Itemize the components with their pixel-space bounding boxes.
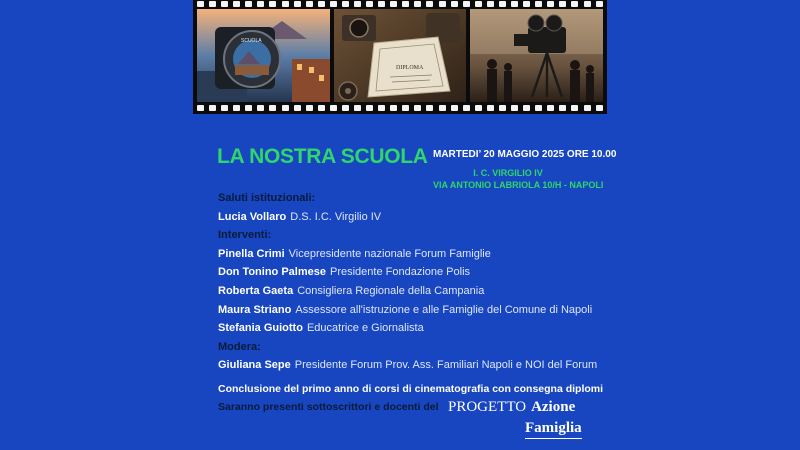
film-perforation xyxy=(402,1,409,7)
film-perforation xyxy=(306,105,313,111)
speaker-role: Vicepresidente nazionale Forum Famiglie xyxy=(288,247,491,260)
film-perforation xyxy=(439,1,446,7)
film-perforation xyxy=(282,1,289,7)
speaker-row xyxy=(218,301,597,320)
speaker-name: Lucia Vollaro xyxy=(218,210,287,223)
film-perforation xyxy=(209,1,216,7)
moderator-role: Presidente Forum Prov. Ass. Familiari Napoli e NOI del Forum xyxy=(294,359,598,372)
film-perforation xyxy=(294,105,301,111)
film-perforation xyxy=(221,105,228,111)
film-perforation xyxy=(475,105,482,111)
film-perforation xyxy=(318,105,325,111)
film-perforation xyxy=(330,105,337,111)
film-perforation xyxy=(414,105,421,111)
film-perforation xyxy=(257,105,264,111)
moderator-row xyxy=(218,356,597,375)
film-perforation xyxy=(487,1,494,7)
film-camera-audience-image xyxy=(470,9,603,102)
speaker-name: Pinella Crimi xyxy=(218,247,285,260)
film-perforation xyxy=(354,1,361,7)
film-perforations-top xyxy=(197,0,603,8)
film-perforation xyxy=(475,1,482,7)
film-perforation xyxy=(269,105,276,111)
film-perforation xyxy=(197,105,204,111)
event-program xyxy=(218,189,597,375)
film-perforations-bottom xyxy=(197,104,603,112)
speaker-row xyxy=(218,282,597,301)
film-perforation xyxy=(233,1,240,7)
film-perforation xyxy=(294,1,301,7)
film-perforation xyxy=(426,1,433,7)
film-perforation xyxy=(523,1,530,7)
film-perforation xyxy=(342,1,349,7)
film-perforation xyxy=(414,1,421,7)
film-perforation xyxy=(596,1,603,7)
film-perforation xyxy=(378,105,385,111)
film-perforation xyxy=(596,105,603,111)
film-perforation xyxy=(584,1,591,7)
film-perforation xyxy=(282,105,289,111)
film-perforation xyxy=(390,105,397,111)
film-perforation xyxy=(523,105,530,111)
film-perforation xyxy=(584,105,591,111)
moderator-heading: Modera: xyxy=(218,340,261,353)
film-perforation xyxy=(330,1,337,7)
film-perforation xyxy=(439,105,446,111)
film-perforation xyxy=(463,105,470,111)
film-perforation xyxy=(378,1,385,7)
film-perforation xyxy=(451,1,458,7)
film-perforation xyxy=(366,1,373,7)
film-perforation xyxy=(535,105,542,111)
film-perforation xyxy=(535,1,542,7)
talks-heading: Interventi: xyxy=(218,229,272,242)
speaker-role: Presidente Fondazione Polis xyxy=(329,266,471,279)
film-perforation xyxy=(426,105,433,111)
presence-note: Saranno presenti sottoscrittori e docenti del xyxy=(218,401,439,413)
speaker-row xyxy=(218,208,597,227)
venue-name: I. C. VIRGILIO IV xyxy=(473,168,543,178)
event-venue xyxy=(433,167,604,191)
film-perforation xyxy=(499,1,506,7)
film-perforation xyxy=(559,1,566,7)
film-perforation xyxy=(499,105,506,111)
speaker-row xyxy=(218,319,597,338)
film-perforation xyxy=(511,1,518,7)
film-perforation xyxy=(366,105,373,111)
film-perforation xyxy=(342,105,349,111)
film-perforation xyxy=(451,105,458,111)
film-perforation xyxy=(547,1,554,7)
film-perforation xyxy=(571,1,578,7)
frame-diploma-label: DIPLOMA xyxy=(396,65,424,71)
film-perforation xyxy=(463,1,470,7)
film-perforation xyxy=(511,105,518,111)
moderator-name: Giuliana Sepe xyxy=(218,359,291,372)
progetto-azione-logo xyxy=(448,398,575,416)
greetings-heading: Saluti istituzionali: xyxy=(218,192,316,204)
speaker-role: D.S. I.C. Virgilio IV xyxy=(290,210,382,223)
speaker-name: Don Tonino Palmese xyxy=(218,266,326,279)
event-date: MARTEDI’ 20 MAGGIO 2025 ORE 10.00 xyxy=(433,149,617,160)
film-perforation xyxy=(487,105,494,111)
event-title: LA NOSTRA SCUOLA xyxy=(217,145,428,168)
film-perforation xyxy=(306,1,313,7)
film-perforation xyxy=(354,105,361,111)
film-perforation xyxy=(402,105,409,111)
camera-lens-image xyxy=(197,9,330,102)
speaker-row xyxy=(218,263,597,282)
speaker-role: Assessore all'istruzione e alle Famiglie del Comune di Napoli xyxy=(295,303,593,316)
film-perforation xyxy=(221,1,228,7)
logo-word-famiglia: Famiglia xyxy=(525,420,582,439)
diploma-image xyxy=(334,9,466,102)
film-perforation xyxy=(571,105,578,111)
film-perforation xyxy=(197,1,204,7)
film-perforation xyxy=(547,105,554,111)
speaker-role: Educatrice e Giornalista xyxy=(306,322,424,335)
frame-scuola-label: SCUOLA xyxy=(241,38,262,44)
conclusion-note: Conclusione del primo anno di corsi di cinematografia con consegna diplomi xyxy=(218,383,604,395)
film-perforation xyxy=(559,105,566,111)
film-perforation xyxy=(233,105,240,111)
speaker-name: Stefania Guiotto xyxy=(218,322,303,335)
speaker-row xyxy=(218,245,597,264)
logo-word-progetto: PROGETTO xyxy=(448,399,527,415)
logo-word-azione: Azione xyxy=(531,399,576,415)
film-perforation xyxy=(318,1,325,7)
film-perforation xyxy=(390,1,397,7)
film-perforation xyxy=(269,1,276,7)
speaker-name: Maura Striano xyxy=(218,303,292,316)
film-perforation xyxy=(245,105,252,111)
film-strip-banner xyxy=(193,0,607,114)
film-perforation xyxy=(245,1,252,7)
venue-address: VIA ANTONIO LABRIOLA 10/H - NAPOLI xyxy=(433,180,604,190)
speaker-name: Roberta Gaeta xyxy=(218,284,294,297)
film-perforation xyxy=(257,1,264,7)
speaker-role: Consigliera Regionale della Campania xyxy=(297,284,485,297)
film-perforation xyxy=(209,105,216,111)
